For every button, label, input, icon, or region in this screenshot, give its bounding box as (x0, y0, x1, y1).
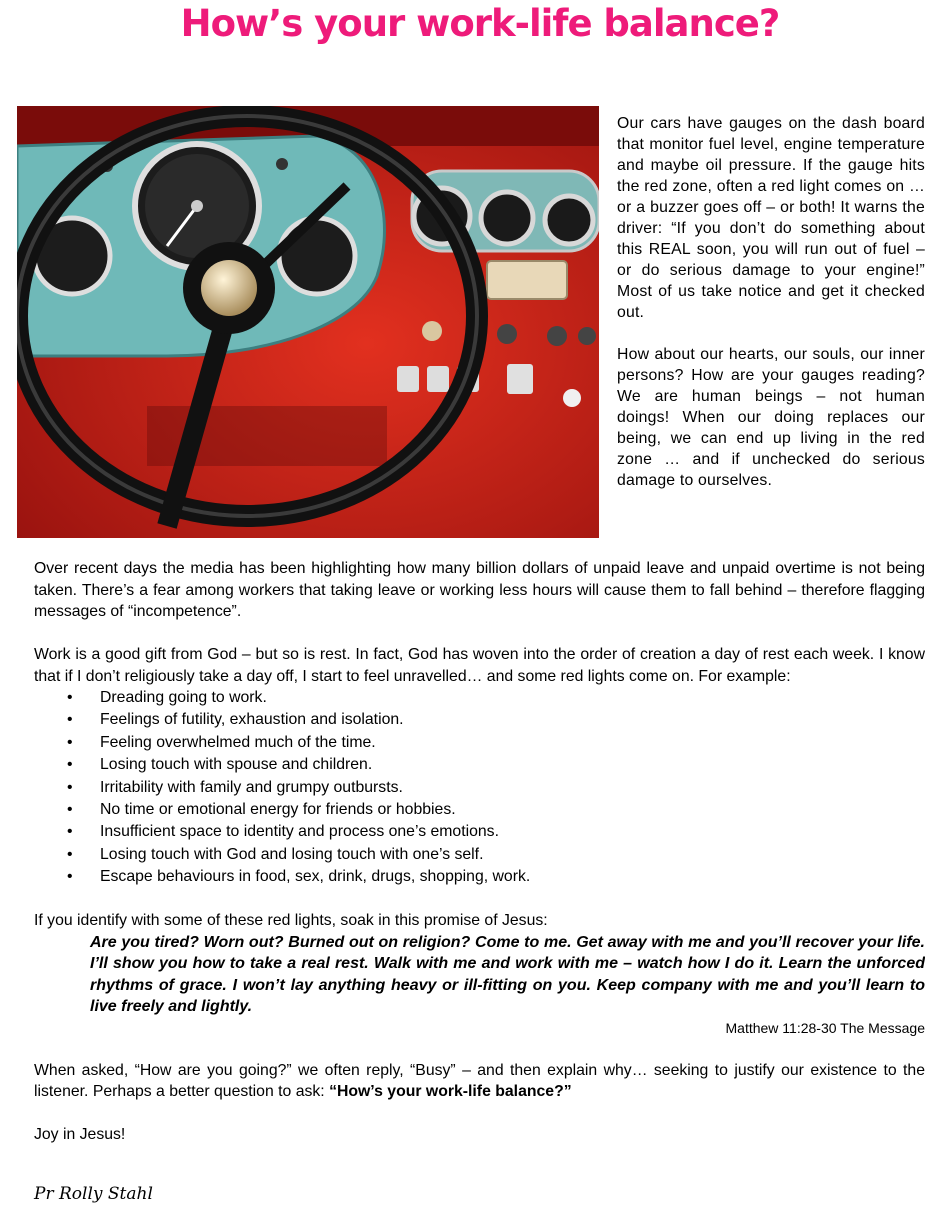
page-title: How’s your work-life balance? (180, 2, 780, 45)
bullet-icon: • (67, 801, 73, 819)
steering-wheel-photo (17, 106, 599, 538)
bullet-icon: • (67, 733, 73, 751)
list-item: • Dreading going to work. (34, 687, 925, 709)
red-lights-list (34, 687, 925, 889)
list-item: • Irritability with family and grumpy outbursts. (34, 777, 925, 799)
list-item: • Feelings of futility, exhaustion and isolation. (34, 709, 925, 731)
paragraph-inner-persons: How about our hearts, our souls, our inner persons? How are your gauges reading? We are human beings – not human doings! When our doing replaces our being, we can end up living in the red zone … and if unchecked do serious damage to ourselves. (617, 346, 925, 489)
bullet-icon: • (67, 868, 73, 886)
dashboard-illustration (17, 106, 599, 538)
list-item: • Losing touch with spouse and children. (34, 754, 925, 776)
paragraph-gauges: Our cars have gauges on the dash board that monitor fuel level, engine temperature and maybe oil pressure. If the gauge hits the red zone, often a red light comes on … or a buzzer goes off – or both! It warns the driver: “If you don’t do something about this REAL soon, you will run out of fuel – or do serious damage to your engine!” Most of us take notice and get it checked out. (617, 115, 925, 321)
bullet-icon: • (67, 756, 73, 774)
paragraph-joy: Joy in Jesus! (34, 1126, 126, 1144)
list-item: • Losing touch with God and losing touch with one’s self. (34, 844, 925, 866)
signature: Pr Rolly Stahl (34, 1184, 153, 1204)
bullet-icon: • (67, 778, 73, 796)
bullet-icon: • (67, 845, 73, 863)
paragraph-promise-intro: If you identify with some of these red lights, soak in this promise of Jesus: (34, 912, 548, 930)
paragraph-work-rest: Work is a good gift from God – but so is rest. In fact, God has woven into the order of creation a day of rest each week. I know that if I don’t religiously take a day off, I start to feel unravelled… and some red lights come on. For example: (34, 646, 925, 685)
bullet-icon: • (67, 711, 73, 729)
list-item: • No time or emotional energy for friends or hobbies. (34, 799, 925, 821)
paragraph-media: Over recent days the media has been highlighting how many billion dollars of unpaid leave and unpaid overtime is not being taken. There’s a fear among workers that taking leave or working less hours will cause them to fall behind – therefore flagging messages of “incompetence”. (34, 560, 925, 620)
bullet-icon: • (67, 823, 73, 841)
scripture-quote: Are you tired? Worn out? Burned out on religion? Come to me. Get away with me and you’ll recover your life. I’ll show you how to take a real rest. Walk with me and work with me – watch how I do it. Learn the unforced rhythms of grace. I won’t lay anything heavy or ill-fitting on you. Keep company with me and you’ll learn to live freely and lightly. (90, 933, 925, 1016)
intro-column (617, 113, 925, 512)
article-body (34, 558, 925, 1167)
closing-question: “How’s your work-life balance?” (329, 1083, 572, 1101)
scripture-reference: Matthew 11:28-30 The Message (725, 1019, 925, 1036)
bullet-icon: • (67, 689, 73, 706)
list-item: • Feeling overwhelmed much of the time. (34, 732, 925, 754)
list-item: • Insufficient space to identity and process one’s emotions. (34, 821, 925, 843)
list-item: • Escape behaviours in food, sex, drink, drugs, shopping, work. (34, 866, 925, 888)
paragraph-busy: When asked, “How are you going?” we often reply, “Busy” – and then explain why… seeking to justify our existence to the listener. Perhaps a better question to ask: “How’s your work-life balance?” (34, 1061, 925, 1101)
